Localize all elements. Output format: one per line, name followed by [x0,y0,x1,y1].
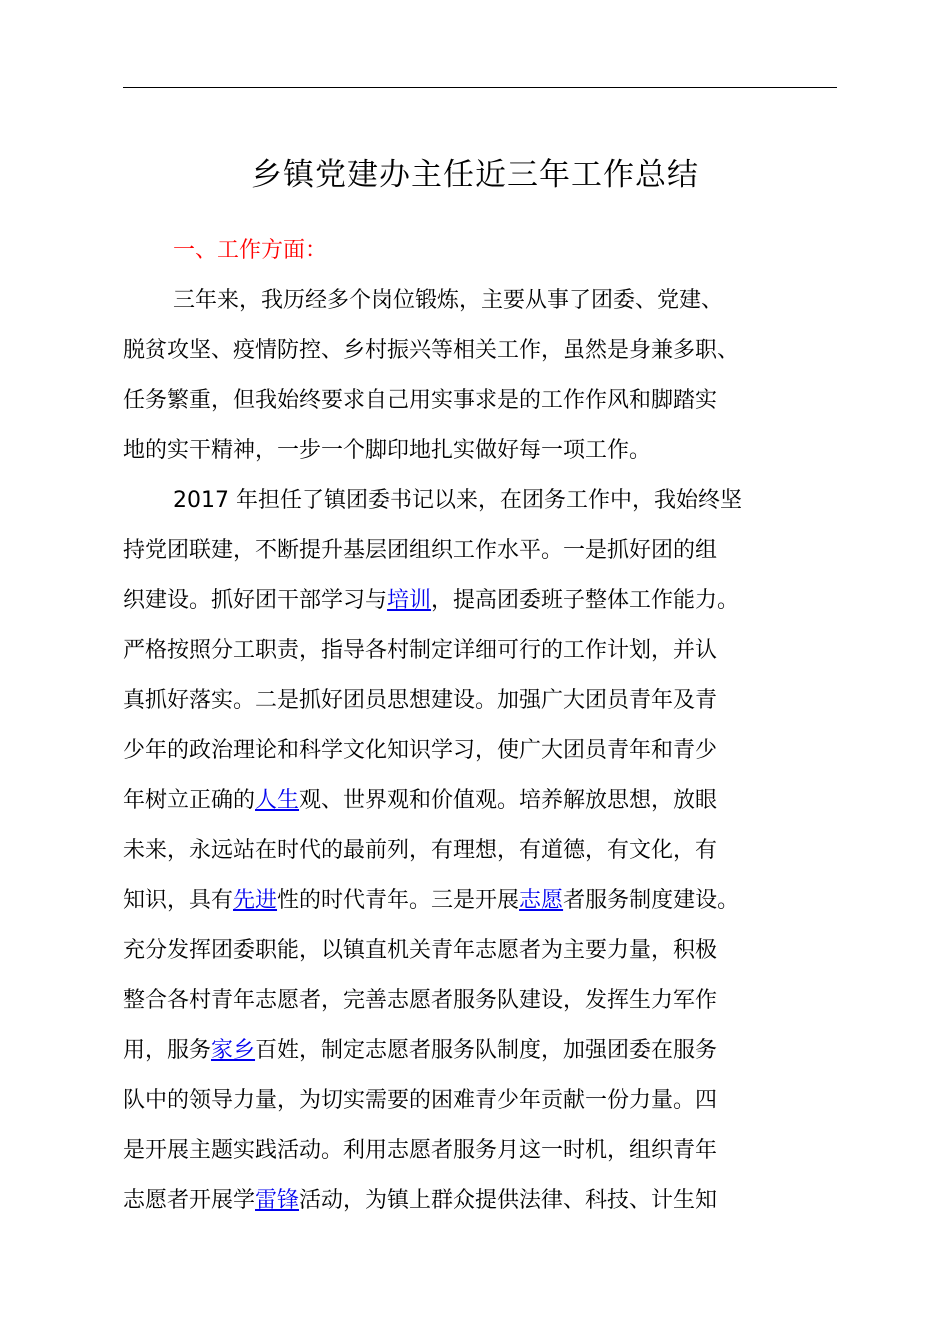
text-line [123,976,853,1026]
text-segment: 少年的政治理论和科学文化知识学习，使广大团员青年和青少 [123,738,718,763]
text-line [123,876,853,926]
text-segment: 未来，永远站在时代的最前列，有理想，有道德，有文化，有 [123,838,718,863]
text-line [123,926,853,976]
header-rule [123,87,837,88]
text-segment: 观、世界观和价值观。培养解放思想，放眼 [299,788,718,813]
text-line [123,1026,853,1076]
inline-link[interactable]: 人生 [255,788,300,813]
text-line [123,676,853,726]
section-heading: 一、工作方面： [173,238,328,263]
text-segment: 年树立正确的 [123,788,256,813]
text-segment: 严格按照分工职责，指导各村制定详细可行的工作计划，并认 [123,638,718,663]
text-line [123,776,853,826]
text-segment: 知识，具有 [123,888,234,913]
inline-link[interactable]: 雷锋 [255,1188,300,1213]
text-segment: 是开展主题实践活动。利用志愿者服务月这一时机，组织青年 [123,1138,718,1163]
text-line [123,326,853,376]
inline-link[interactable]: 先进 [233,888,278,913]
text-line [123,276,853,326]
text-segment: 真抓好落实。二是抓好团员思想建设。加强广大团员青年及青 [123,688,718,713]
text-line [123,576,853,626]
text-segment: 任务繁重，但我始终要求自己用实事求是的工作作风和脚踏实 [123,388,718,413]
text-segment: 充分发挥团委职能，以镇直机关青年志愿者为主要力量，积极 [123,938,718,963]
text-segment: 2017 年担任了镇团委书记以来，在团务工作中，我始终坚 [173,488,742,513]
inline-link[interactable]: 家乡 [211,1038,256,1063]
text-segment: 整合各村青年志愿者，完善志愿者服务队建设，发挥生力军作 [123,988,718,1013]
text-segment: 者服务制度建设。 [563,888,740,913]
text-line [123,826,853,876]
text-segment: 三年来，我历经多个岗位锻炼，主要从事了团委、党建、 [173,288,724,313]
text-segment: 百姓，制定志愿者服务队制度，加强团委在服务 [255,1038,718,1063]
inline-link[interactable]: 志愿 [519,888,564,913]
text-line [123,526,853,576]
text-line [123,726,853,776]
text-segment: 持党团联建，不断提升基层团组织工作水平。一是抓好团的组 [123,538,718,563]
text-line [123,626,853,676]
text-line [123,376,853,426]
text-segment: 用，服务 [123,1038,212,1063]
inline-link[interactable]: 培训 [387,588,432,613]
text-line [123,1126,853,1176]
text-segment: 织建设。抓好团干部学习与 [123,588,388,613]
text-segment: 活动，为镇上群众提供法律、科技、计生知 [299,1188,718,1213]
text-segment: 性的时代青年。三是开展 [277,888,520,913]
text-segment: 地的实干精神，一步一个脚印地扎实做好每一项工作。 [123,438,652,463]
text-segment: 志愿者开展学 [123,1188,256,1213]
text-segment: ，提高团委班子整体工作能力。 [431,588,740,613]
document-title: 乡镇党建办主任近三年工作总结 [251,157,699,193]
text-line [123,1076,853,1126]
body-text [123,276,853,1226]
text-line [123,1176,853,1226]
text-segment: 脱贫攻坚、疫情防控、乡村振兴等相关工作，虽然是身兼多职、 [123,338,740,363]
text-line [123,426,853,476]
text-line [123,476,853,526]
text-segment: 队中的领导力量，为切实需要的困难青少年贡献一份力量。四 [123,1088,718,1113]
